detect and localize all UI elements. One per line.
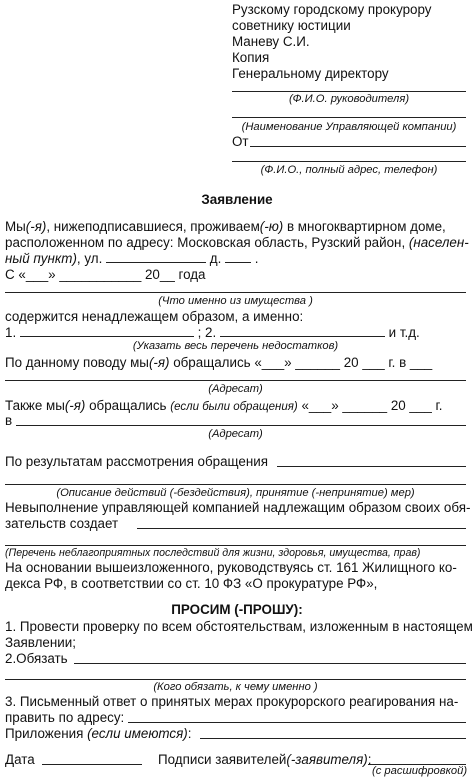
addressee-line-5: Генеральному директору bbox=[232, 66, 389, 81]
body-line-14: декса РФ, в соответствии со ст. 10 ФЗ «О прокуратуре РФ», bbox=[5, 576, 378, 591]
also-appealed-line: Также мы(-я) обращались (если были обращения) «___» ______ 20 ___ г. bbox=[5, 398, 443, 413]
attachments-line[interactable] bbox=[200, 738, 466, 739]
date-label: Дата bbox=[5, 752, 35, 767]
body-line-3: ный пункт), ул. д. . bbox=[5, 251, 259, 266]
request-item-1b: Заявлении; bbox=[5, 635, 76, 650]
hint-defects: (Указать весь перечень недостатков) bbox=[132, 340, 339, 352]
addressee-line-1: Рузскому городскому прокурору bbox=[232, 2, 432, 17]
request-item-3b: править по адресу: bbox=[5, 710, 125, 725]
hint-from: (Ф.И.О., полный адрес, телефон) bbox=[260, 164, 438, 176]
request-item-2: 2.Обязать bbox=[5, 651, 68, 666]
addressee-line-4: Копия bbox=[232, 50, 270, 65]
body-line-13: На основании вышеизложенного, руководствуясь ст. 161 Жилищного ко- bbox=[5, 560, 457, 575]
addressee-line-3: Маневу С.И. bbox=[232, 34, 310, 49]
date-field-line[interactable] bbox=[42, 764, 142, 765]
body-line-5: содержится ненадлежащем образом, а именно: bbox=[5, 309, 304, 324]
hint-addressee-2: (Адресат) bbox=[208, 428, 263, 440]
addressee-line-2: советнику юстиции bbox=[232, 18, 351, 33]
hint-decode: (с расшифровкой) bbox=[372, 765, 468, 777]
addressee-b-label: в bbox=[5, 413, 13, 428]
request-item-1a: 1. Провести проверку по всем обстоятельствам, изложенным в настоящем bbox=[5, 619, 473, 634]
request-item-3a: 3. Письменный ответ о принятых мерах прокурорского реагирования на- bbox=[5, 694, 459, 709]
hint-oblige: (Кого обязать, к чему именно ) bbox=[153, 681, 318, 693]
results-line-1[interactable] bbox=[277, 466, 466, 467]
from-line-1[interactable] bbox=[250, 146, 466, 147]
body-line-2: расположенном по адресу: Московская область, Рузский район, (населен- bbox=[5, 235, 469, 250]
body-line-1: Мы(-я), нижеподписавшиеся, проживаем(-ю) в многоквартирном доме, bbox=[5, 219, 446, 234]
document-title: Заявление bbox=[201, 192, 273, 207]
results-line-2[interactable] bbox=[5, 484, 466, 485]
company-name-line[interactable] bbox=[232, 117, 466, 118]
property-line[interactable] bbox=[5, 292, 466, 293]
consequences-line-1[interactable] bbox=[137, 528, 466, 529]
consequences-line-2[interactable] bbox=[5, 545, 466, 546]
reply-address-line[interactable] bbox=[128, 722, 466, 723]
hint-company: (Наименование Управляющей компании) bbox=[241, 121, 457, 133]
head-name-line[interactable] bbox=[232, 91, 466, 92]
oblige-line-2[interactable] bbox=[5, 679, 466, 680]
from-label: От bbox=[232, 134, 249, 149]
addressee-line-b[interactable] bbox=[16, 425, 466, 426]
hint-property: (Что именно из имущества ) bbox=[158, 295, 313, 307]
defects-line: 1. ; 2. и т.д. bbox=[5, 325, 420, 340]
body-line-12: зательств создает bbox=[5, 516, 119, 531]
body-line-11: Невыполнение управляющей компанией надлежащим образом своих обя- bbox=[5, 500, 471, 515]
hint-head-name: (Ф.И.О. руководителя) bbox=[288, 93, 410, 105]
date-line: С «___» ___________ 20__ года bbox=[5, 267, 206, 282]
appeal-line: По данному поводу мы(-я) обращались «___» ______ 20 ___ г. в ___ bbox=[5, 355, 433, 370]
oblige-line-1[interactable] bbox=[74, 663, 466, 664]
attachments-label: Приложения (если имеются): bbox=[5, 726, 192, 741]
results-label: По результатам рассмотрения обращения bbox=[5, 454, 268, 469]
hint-addressee-1: (Адресат) bbox=[208, 383, 263, 395]
signatures-label: Подписи заявителей(-заявителя): bbox=[158, 752, 372, 767]
hint-actions: (Описание действий (-бездействия), принятие (-непринятие) мер) bbox=[56, 487, 415, 499]
hint-consequences: (Перечень неблагоприятных последствий для жизни, здоровья, имущества, прав) bbox=[5, 547, 421, 559]
from-line-2[interactable] bbox=[232, 161, 466, 162]
request-heading: ПРОСИМ (-ПРОШУ): bbox=[171, 602, 303, 617]
addressee-line-a[interactable] bbox=[5, 380, 466, 381]
